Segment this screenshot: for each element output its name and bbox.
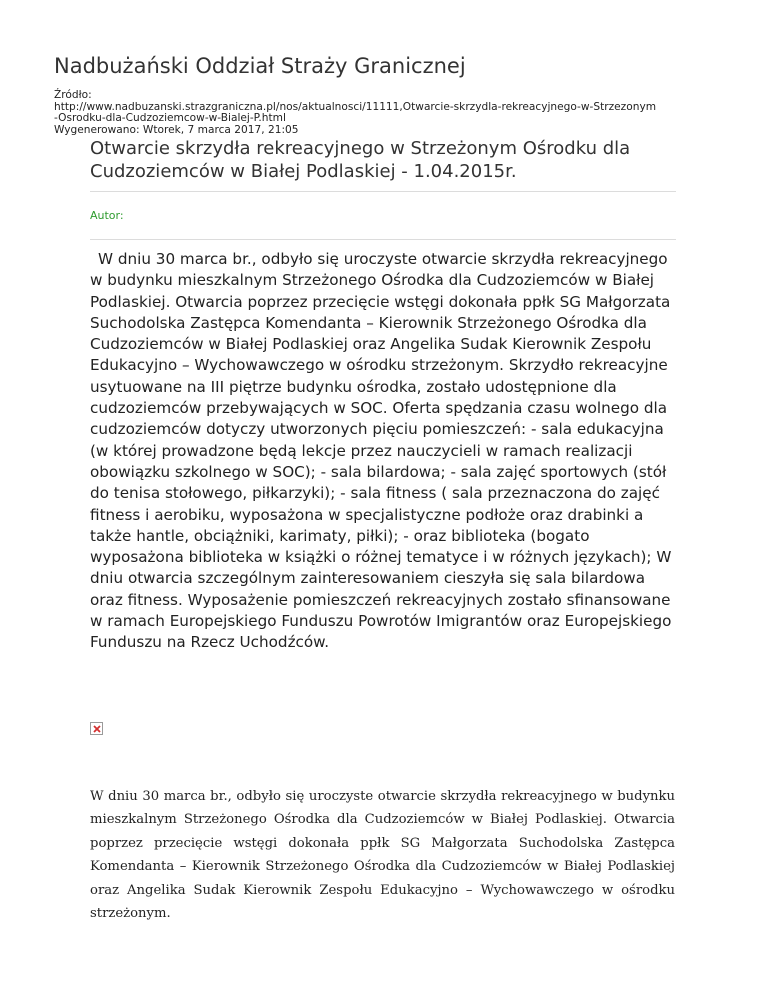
source-url[interactable]: http://www.nadbuzanski.strazgraniczna.pl/nos/aktualnosci/11111,Otwarcie-skrzydla-rekreacyjnego-w-Strzezonym (54, 100, 657, 113)
article-body: W dniu 30 marca br., odbyło się uroczyste otwarcie skrzydła rekreacyjnego w budynku mieszkalnym Strzeżonego Ośrodka dla Cudzoziemców w Białej Podlaskiej. Otwarcia poprzez przecięcie wstęgi dokonała ppłk SG Małgorzata Suchodolska Zastępca Komendanta – Kierownik Strzeżonego Ośrodka dla Cudzoziemców w Białej Podlaskiej oraz Angelika Sudak Kierownik Zespołu Edukacyjno – Wychowawczego w ośrodku strzeżonym. Skrzydło rekreacyjne usytuowane na III piętrze budynku ośrodka, zostało udostępnione dla cudzoziemców przebywających w SOC. Oferta spędzania czasu wolnego dla cudzoziemców dotyczy utworzonych pięciu pomieszczeń: - sala edukacyjna (w której prowadzone będą lekcje przez nauczycieli w ramach realizacji obowiązku szkolnego w SOC); - sala bilardowa; - sala zajęć sportowych (stół do tenisa stołowego, piłkarzyki); - sala fitness ( sala przeznaczona do zajęć fitness i aerobiku, wyposażona w specjalistyczne podłoże oraz drabinki a także hantle, obciążniki, karimaty, piłki); - oraz biblioteka (bogato wyposażona biblioteka w książki o różnej tematyce i w różnych językach); W dniu otwarcia szczególnym zainteresowaniem cieszyła się sala bilardowa oraz fitness. Wyposażenie pomieszczeń rekreacyjnych zostało sfinansowane w ramach Europejskiego Funduszu Powrotów Imigrantów oraz Europejskiego Funduszu na Rzecz Uchodźców. (90, 250, 672, 652)
divider-bottom (90, 239, 676, 240)
divider-top (90, 191, 676, 192)
article-body-serif: W dniu 30 marca br., odbyło się uroczyste otwarcie skrzydła rekreacyjnego w budynku mieszkalnym Strzeżonego Ośrodka dla Cudzoziemców w Białej Podlaskiej. Otwarcia poprzez przecięcie wstęgi dokonała ppłk SG Małgorzata Suchodolska Zastępca Komendanta – Kierownik Strzeżonego Ośrodka dla Cudzoziemców w Białej Podlaskiej oraz Angelika Sudak Kierownik Zespołu Edukacyjno – Wychowawczego w ośrodku strzeżonym. (90, 789, 675, 922)
article-title: Otwarcie skrzydła rekreacyjnego w Strzeżonym Ośrodku dla Cudzoziemców w Białej Podlaskiej - 1.04.2015r. (90, 138, 631, 182)
site-title: Nadbużański Oddział Straży Granicznej (54, 54, 466, 78)
source-label: Źródło: (54, 89, 92, 101)
author-label: Autor: (90, 209, 124, 222)
source-url-continued[interactable]: -Osrodku-dla-Cudzoziemcow-w-Bialej-P.html (54, 112, 286, 125)
generated-date: Wygenerowano: Wtorek, 7 marca 2017, 21:05 (54, 123, 299, 136)
broken-image-icon (90, 722, 103, 735)
document-meta (54, 90, 754, 136)
